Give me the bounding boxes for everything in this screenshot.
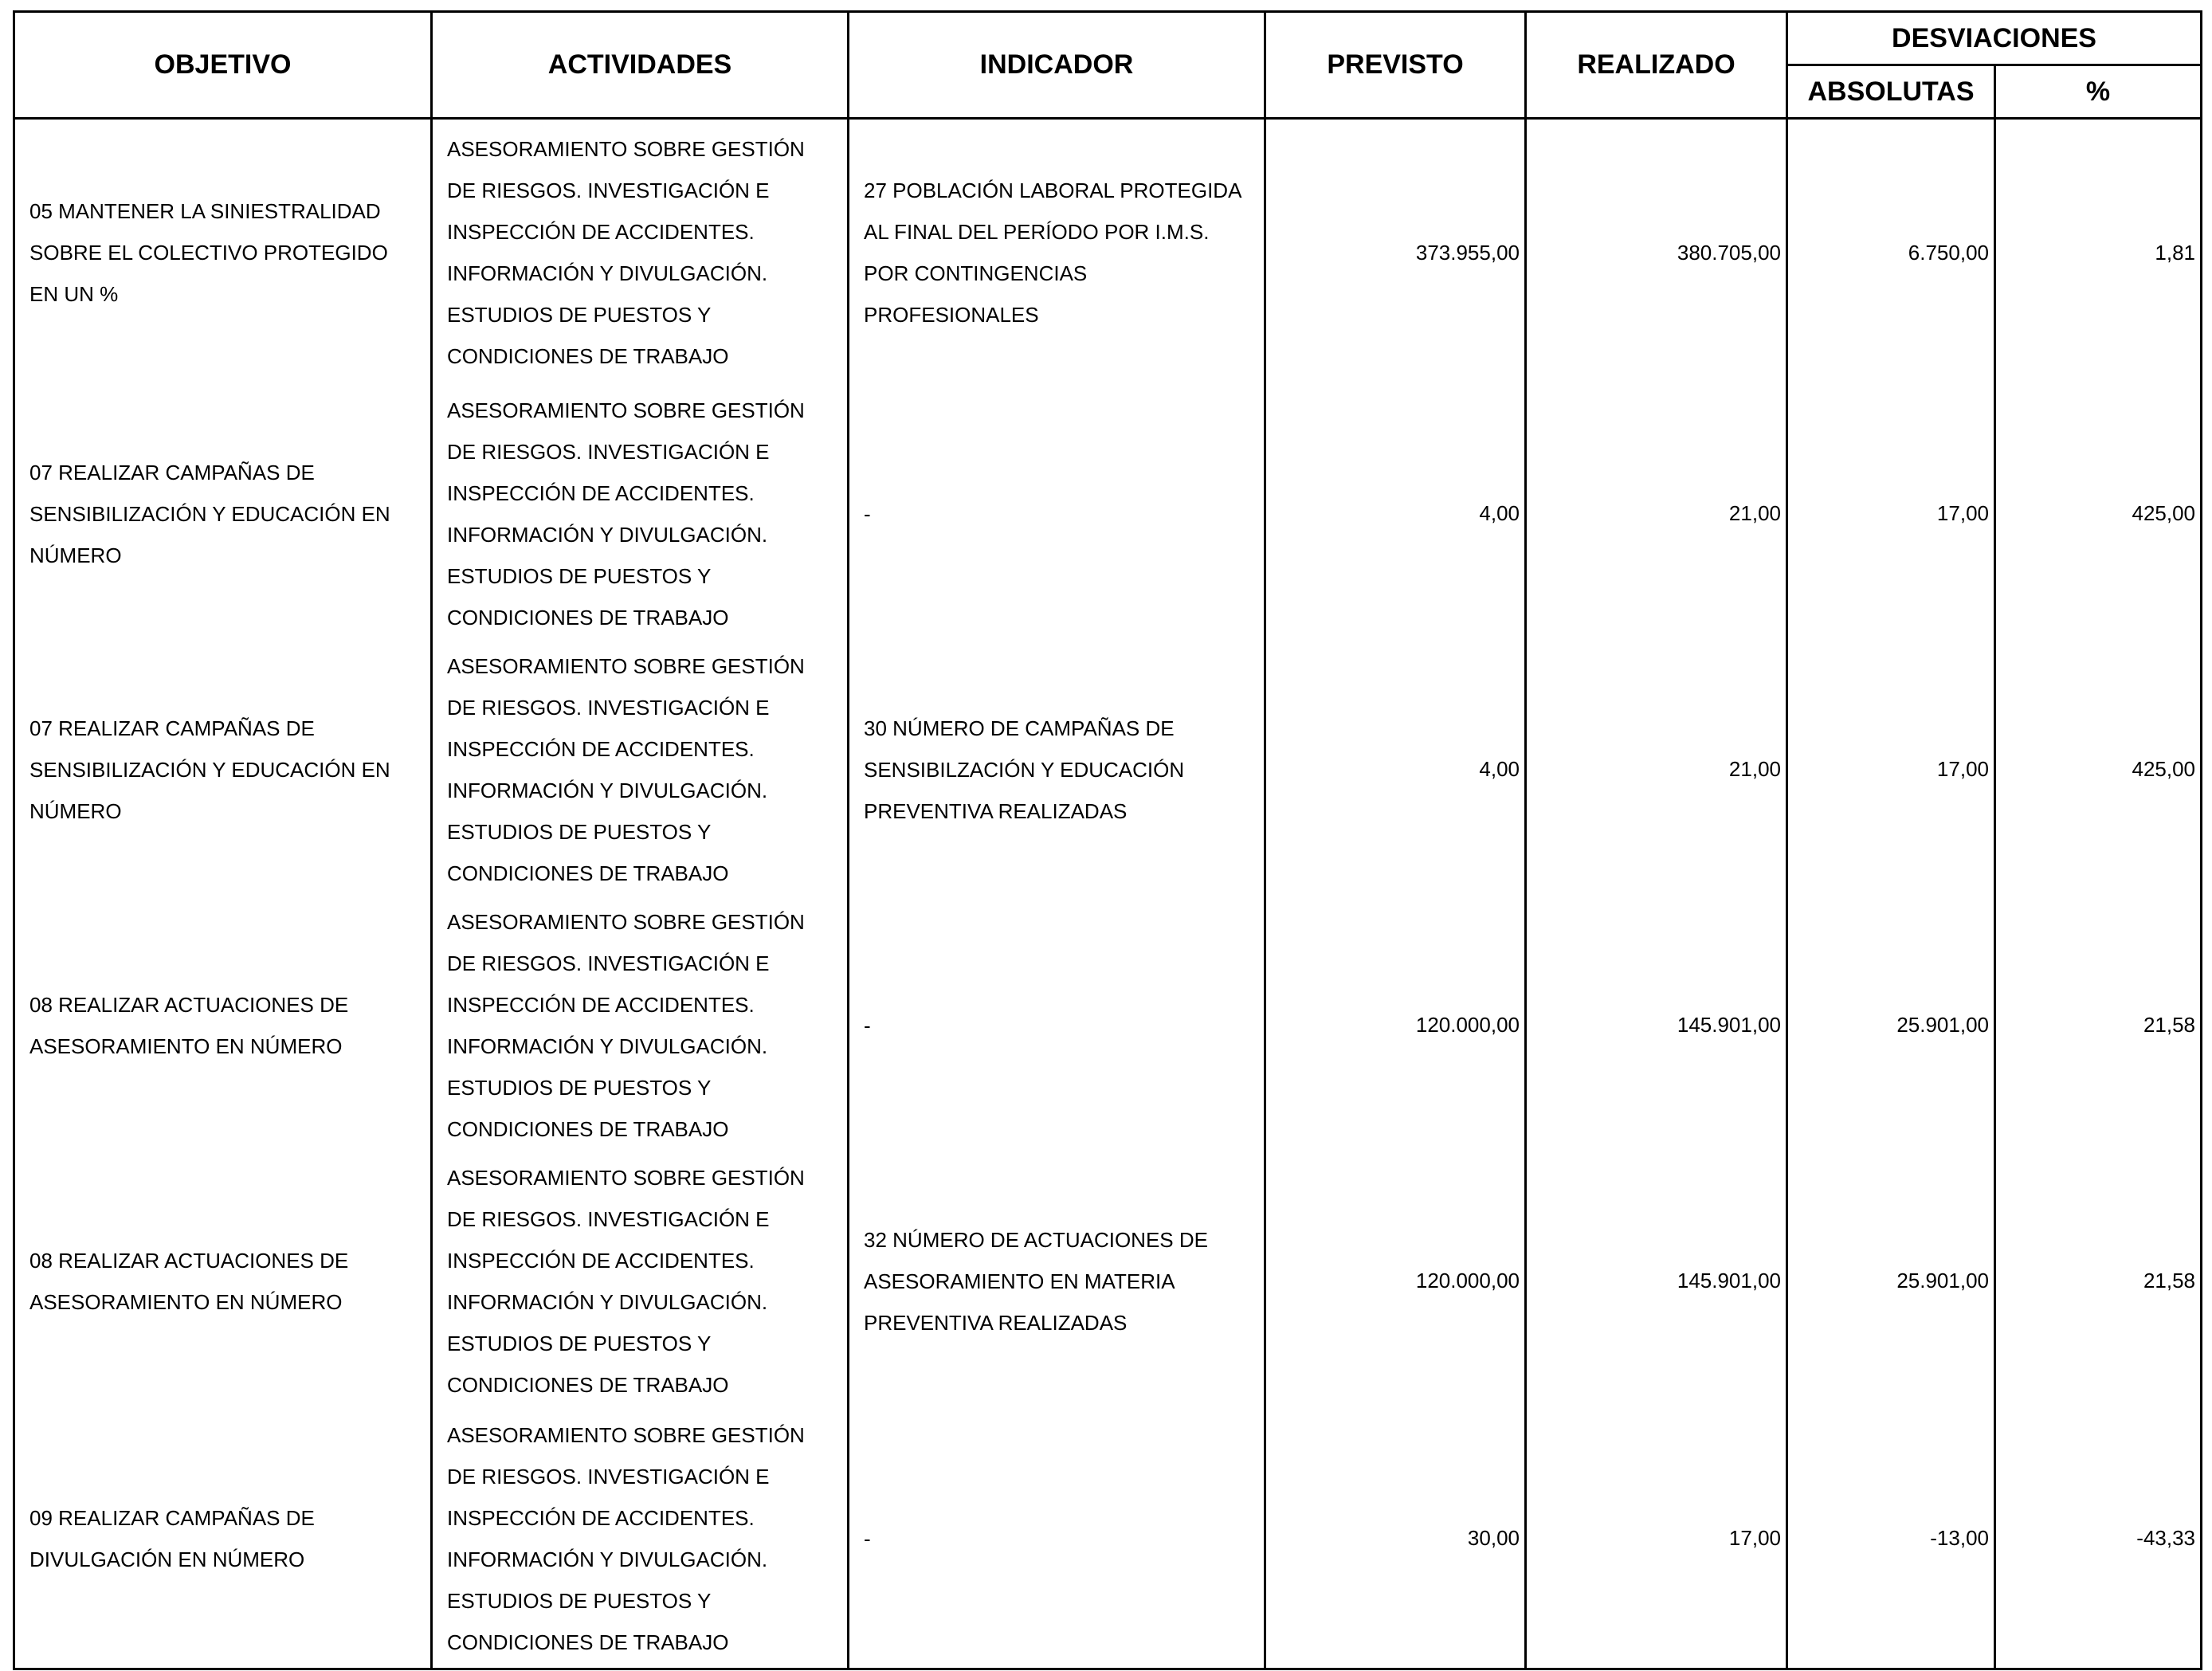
cell-realizado: 145.901,00 [1526,897,1787,1153]
cell-absolutas: -13,00 [1787,1409,1995,1669]
header-indicador: INDICADOR [849,12,1265,119]
cell-absolutas: 25.901,00 [1787,1153,1995,1409]
cell-absolutas: 6.750,00 [1787,119,1995,386]
header-objetivo: OBJETIVO [14,12,432,119]
cell-previsto: 373.955,00 [1265,119,1526,386]
cell-porcentaje: 425,00 [1995,386,2202,641]
cell-indicador: - [849,897,1265,1153]
cell-realizado: 380.705,00 [1526,119,1787,386]
cell-objetivo: 09 REALIZAR CAMPAÑAS DE DIVULGACIÓN EN NÚMERO [14,1409,432,1669]
cell-porcentaje: 425,00 [1995,641,2202,897]
cell-previsto: 4,00 [1265,386,1526,641]
header-realizado: REALIZADO [1526,12,1787,119]
cell-objetivo: 05 MANTENER LA SINIESTRALIDAD SOBRE EL COLECTIVO PROTEGIDO EN UN % [14,119,432,386]
cell-realizado: 145.901,00 [1526,1153,1787,1409]
cell-porcentaje: 1,81 [1995,119,2202,386]
cell-objetivo: 08 REALIZAR ACTUACIONES DE ASESORAMIENTO EN NÚMERO [14,897,432,1153]
cell-previsto: 4,00 [1265,641,1526,897]
cell-realizado: 21,00 [1526,641,1787,897]
header-previsto: PREVISTO [1265,12,1526,119]
cell-actividades: ASESORAMIENTO SOBRE GESTIÓN DE RIESGOS. INVESTIGACIÓN E INSPECCIÓN DE ACCIDENTES. INFORMACIÓN Y DIVULGACIÓN. ESTUDIOS DE PUESTOS Y CONDICIONES DE TRABAJO [432,641,849,897]
cell-indicador: 30 NÚMERO DE CAMPAÑAS DE SENSIBILZACIÓN Y EDUCACIÓN PREVENTIVA REALIZADAS [849,641,1265,897]
cell-indicador: 32 NÚMERO DE ACTUACIONES DE ASESORAMIENTO EN MATERIA PREVENTIVA REALIZADAS [849,1153,1265,1409]
cell-actividades: ASESORAMIENTO SOBRE GESTIÓN DE RIESGOS. INVESTIGACIÓN E INSPECCIÓN DE ACCIDENTES. INFORMACIÓN Y DIVULGACIÓN. ESTUDIOS DE PUESTOS Y CONDICIONES DE TRABAJO [432,1153,849,1409]
cell-actividades: ASESORAMIENTO SOBRE GESTIÓN DE RIESGOS. INVESTIGACIÓN E INSPECCIÓN DE ACCIDENTES. INFORMACIÓN Y DIVULGACIÓN. ESTUDIOS DE PUESTOS Y CONDICIONES DE TRABAJO [432,386,849,641]
cell-indicador: 27 POBLACIÓN LABORAL PROTEGIDA AL FINAL DEL PERÍODO POR I.M.S. POR CONTINGENCIAS PROFESIONALES [849,119,1265,386]
cell-actividades: ASESORAMIENTO SOBRE GESTIÓN DE RIESGOS. INVESTIGACIÓN E INSPECCIÓN DE ACCIDENTES. INFORMACIÓN Y DIVULGACIÓN. ESTUDIOS DE PUESTOS Y CONDICIONES DE TRABAJO [432,897,849,1153]
cell-previsto: 30,00 [1265,1409,1526,1669]
cell-realizado: 21,00 [1526,386,1787,641]
cell-objetivo: 07 REALIZAR CAMPAÑAS DE SENSIBILIZACIÓN Y EDUCACIÓN EN NÚMERO [14,641,432,897]
table-row [14,119,2202,386]
objectives-table [13,10,2202,1670]
cell-indicador: - [849,1409,1265,1669]
cell-previsto: 120.000,00 [1265,897,1526,1153]
header-actividades: ACTIVIDADES [432,12,849,119]
table-row [14,641,2202,897]
header-desviaciones: DESVIACIONES [1787,12,2202,65]
header-porcentaje: % [1995,65,2202,119]
cell-porcentaje: 21,58 [1995,1153,2202,1409]
table-row [14,1153,2202,1409]
table-row [14,386,2202,641]
cell-previsto: 120.000,00 [1265,1153,1526,1409]
cell-realizado: 17,00 [1526,1409,1787,1669]
cell-porcentaje: 21,58 [1995,897,2202,1153]
cell-actividades: ASESORAMIENTO SOBRE GESTIÓN DE RIESGOS. INVESTIGACIÓN E INSPECCIÓN DE ACCIDENTES. INFORMACIÓN Y DIVULGACIÓN. ESTUDIOS DE PUESTOS Y CONDICIONES DE TRABAJO [432,1409,849,1669]
cell-objetivo: 07 REALIZAR CAMPAÑAS DE SENSIBILIZACIÓN Y EDUCACIÓN EN NÚMERO [14,386,432,641]
table-row [14,1409,2202,1669]
table-row [14,897,2202,1153]
cell-objetivo: 08 REALIZAR ACTUACIONES DE ASESORAMIENTO EN NÚMERO [14,1153,432,1409]
cell-absolutas: 25.901,00 [1787,897,1995,1153]
header-absolutas: ABSOLUTAS [1787,65,1995,119]
cell-porcentaje: -43,33 [1995,1409,2202,1669]
cell-absolutas: 17,00 [1787,386,1995,641]
cell-absolutas: 17,00 [1787,641,1995,897]
cell-indicador: - [849,386,1265,641]
cell-actividades: ASESORAMIENTO SOBRE GESTIÓN DE RIESGOS. INVESTIGACIÓN E INSPECCIÓN DE ACCIDENTES. INFORMACIÓN Y DIVULGACIÓN. ESTUDIOS DE PUESTOS Y CONDICIONES DE TRABAJO [432,119,849,386]
